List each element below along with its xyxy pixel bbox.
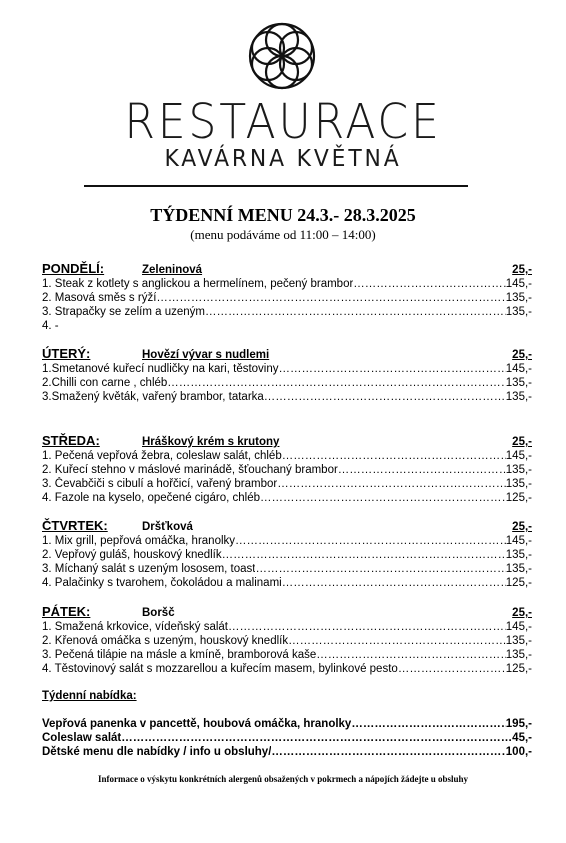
list-item: 2.Chilli con carne , chléb …………………………………………………………………………………………………………………………………… 135,- — [42, 376, 532, 390]
list-item: 1. Mix grill, pepřová omáčka, hranolky …………………………………………………………………………………………………………………………………… 145,- — [42, 534, 532, 548]
weekly-offer — [42, 689, 532, 703]
day-label: PONDĚLÍ: — [42, 261, 105, 276]
soup-name: Hovězí vývar s nudlemi — [142, 349, 270, 361]
list-item: 3. Čevabčiči s cibulí a hořčicí, vařený brambor …………………………………………………………………………………………………………………………………… 135,- — [42, 477, 532, 491]
soup-price: 25,- — [512, 521, 532, 533]
list-item: 2. Vepřový guláš, houskový knedlík …………………………………………………………………………………………………………………………………… 135,- — [42, 548, 532, 562]
soup-price: 25,- — [512, 264, 532, 276]
day-label: STŘEDA: — [42, 433, 100, 448]
list-item: 2. Masová směs s rýží …………………………………………………………………………………………………………………………………… 135,- — [42, 291, 532, 305]
day-label: PÁTEK: — [42, 604, 91, 619]
list-item: 1. Smažená krkovice, vídeňský salát …………………………………………………………………………………………………………………………………… 145,- — [42, 620, 532, 634]
list-item: 1. Pečená vepřová žebra, coleslaw salát, chléb …………………………………………………………………………………………………………………………………… 145,- — [42, 449, 532, 463]
list-item: 4. - — [42, 320, 59, 332]
list-item: 4. Fazole na kyselo, opečené cigáro, chléb …………………………………………………………………………………………………………………………………… 125,- — [42, 491, 532, 505]
day-section-monday — [42, 261, 532, 333]
day-section-tuesday — [42, 346, 532, 404]
list-item: 4. Palačinky s tvarohem, čokoládou a malinami …………………………………………………………………………………………………………………………………… 125,- — [42, 576, 532, 590]
day-label: ČTVRTEK: — [42, 518, 108, 533]
list-item: 2. Křenová omáčka s uzeným, houskový knedlík …………………………………………………………………………………………………………………………………… 135,- — [42, 634, 532, 648]
day-section-wednesday — [42, 433, 532, 505]
list-item: Coleslaw salát …………………………………………………………………………………………………………………………………… 45,- — [42, 731, 532, 745]
page-title: TÝDENNÍ MENU 24.3.- 28.3.2025 — [150, 205, 416, 225]
soup-name: Zeleninová — [142, 264, 203, 276]
soup-price: 25,- — [512, 436, 532, 448]
restaurant-name: RESTAURACE — [124, 94, 442, 150]
list-item: Vepřová panenka v pancettě, houbová omáčka, hranolky …………………………………………………………………………………………………………………………………… 195,- — [42, 717, 532, 731]
list-item: 4. Těstovinový salát s mozzarellou a kuřecím masem, bylinkové pesto …………………………………………………………………………………………………………………………………… 125,- — [42, 662, 532, 676]
list-item: Dětské menu dle nabídky / info u obsluhy/ …………………………………………………………………………………………………………………………………… 100,- — [42, 745, 532, 759]
flower-logo-icon — [242, 22, 322, 90]
soup-name: Dršťková — [142, 521, 193, 533]
soup-name: Hráškový krém s krutony — [142, 436, 280, 448]
list-item: 3. Pečená tilápie na másle a kmíně, bramborová kaše …………………………………………………………………………………………………………………………………… 135,- — [42, 648, 532, 662]
allergen-info: Informace o výskytu konkrétních alergenů obsažených v pokrmech a nápojích žádejte u obsluhy — [97, 774, 468, 784]
divider — [84, 185, 468, 187]
soup-price: 25,- — [512, 349, 532, 361]
day-section-friday — [42, 604, 532, 676]
restaurant-subname: KAVÁRNA KVĚTNÁ — [164, 146, 402, 172]
day-label: ÚTERÝ: — [42, 346, 91, 361]
list-item: 1.Smetanové kuřecí nudličky na kari, těstoviny …………………………………………………………………………………………………………………………………… 145,- — [42, 362, 532, 376]
soup-price: 25,- — [512, 607, 532, 619]
weekly-offer-list — [42, 717, 532, 759]
day-section-thursday — [42, 518, 532, 590]
list-item: 3. Strapačky se zelím a uzeným …………………………………………………………………………………………………………………………………… 135,- — [42, 305, 532, 319]
list-item: 2. Kuřecí stehno v máslové marinádě, šťouchaný brambor …………………………………………………………………………………………………………………………………… 135,- — [42, 463, 532, 477]
soup-name: Boršč — [142, 607, 175, 619]
list-item: 1. Steak z kotlety s anglickou a hermelínem, pečený brambor …………………………………………………………………………………………………………………………………… 145,- — [42, 277, 532, 291]
weekly-offer-title: Týdenní nabídka: — [42, 690, 137, 702]
list-item: 3. Míchaný salát s uzeným lososem, toast …………………………………………………………………………………………………………………………………… 135,- — [42, 562, 532, 576]
list-item: 3.Smažený květák, vařený brambor, tatarka …………………………………………………………………………………………………………………………………… 135,- — [42, 390, 532, 404]
serving-hours: (menu podáváme od 11:00 – 14:00) — [190, 227, 376, 242]
